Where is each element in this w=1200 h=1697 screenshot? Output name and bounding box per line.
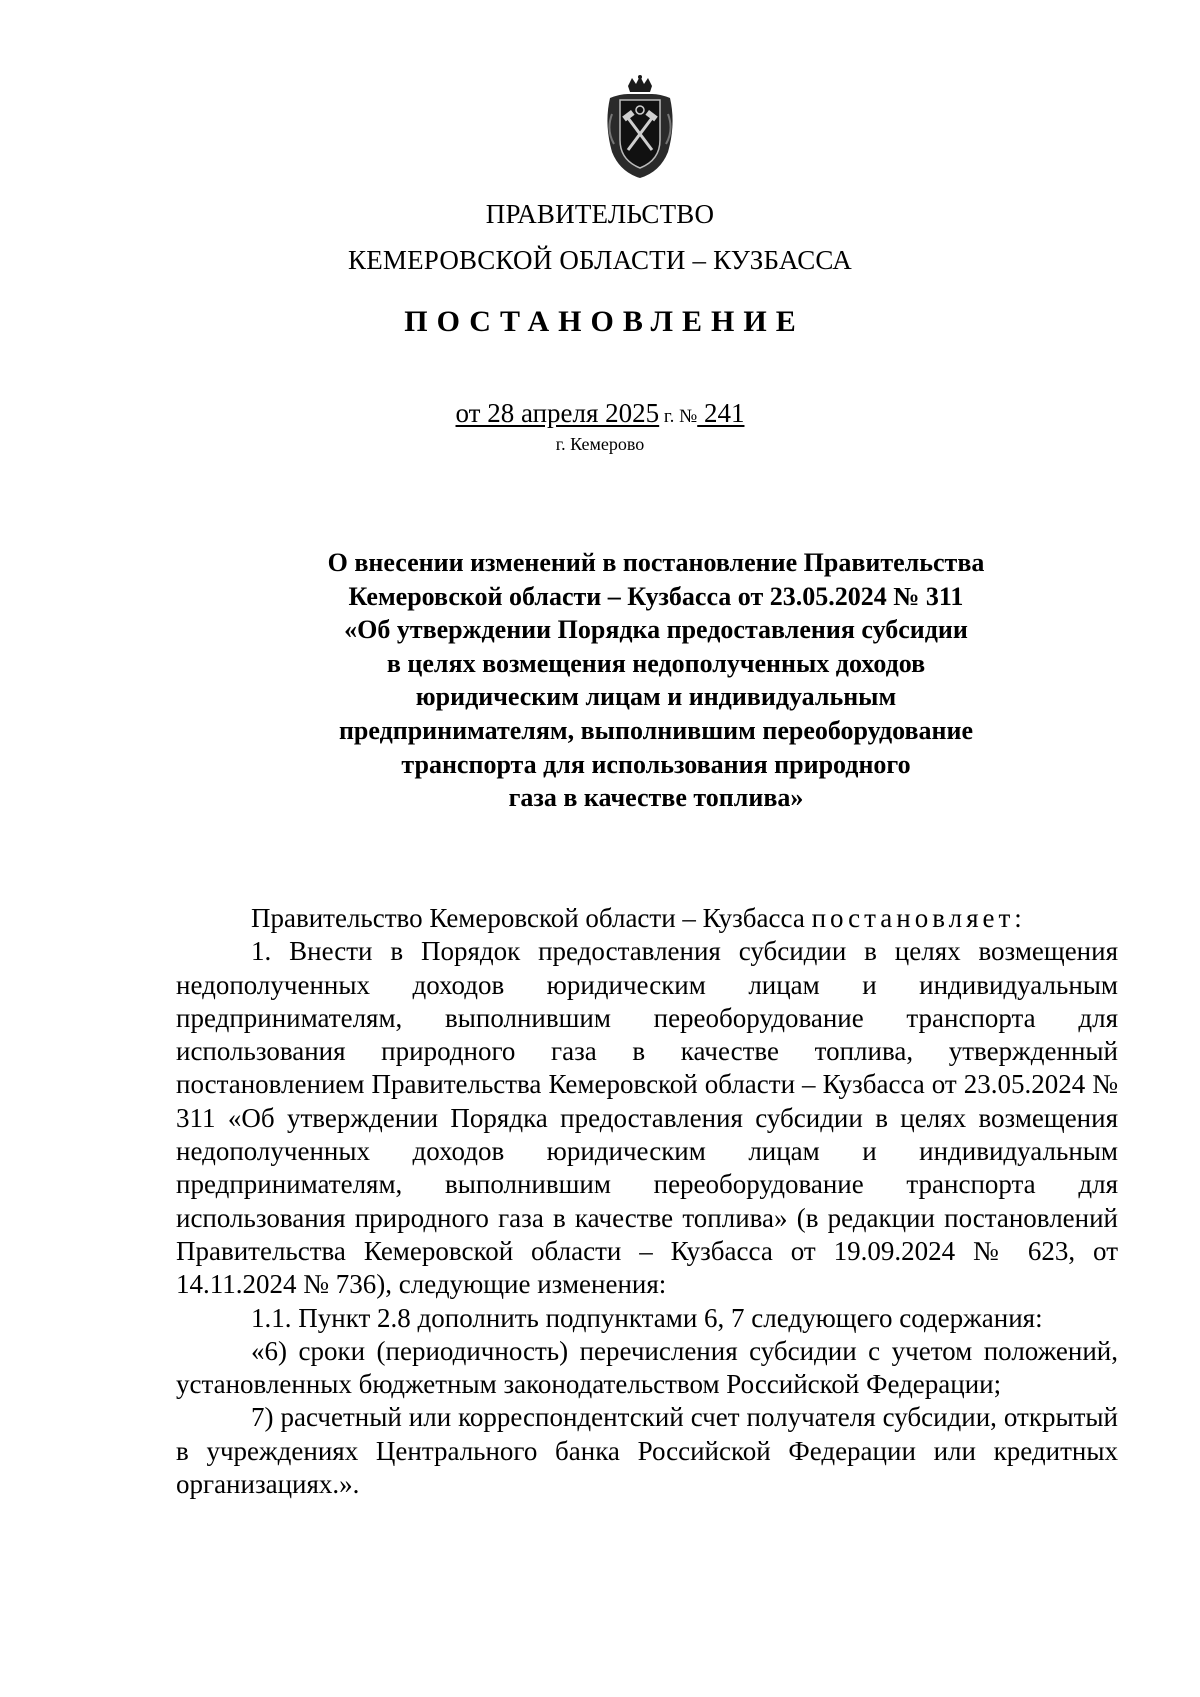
date-number-line	[0, 398, 1200, 429]
government-name-line-1: ПРАВИТЕЛЬСТВО	[485, 199, 715, 229]
resolution-date: от 28 апреля 2025	[455, 398, 660, 428]
kuzbass-coat-of-arms-icon	[602, 74, 678, 180]
title-line: Кемеровской области – Кузбасса от 23.05.2024 № 311	[348, 581, 964, 611]
intro-text: Правительство Кемеровской области – Кузбасса	[251, 903, 812, 933]
subparagraph-6: «6) сроки (периодичность) перечисления субсидии с учетом положений, установленных бюджетным законодательством Российской Федерации;	[176, 1335, 1118, 1400]
subparagraph-7: 7) расчетный или корреспондентский счет получателя субсидии, открытый в учреждениях Центрального банка Российской Федерации или кредитных организациях.».	[176, 1402, 1118, 1500]
resolution-body	[176, 902, 1118, 1501]
title-line: «Об утверждении Порядка предоставления субсидии	[344, 615, 968, 645]
title-line: газа в качестве топлива»	[508, 783, 804, 813]
document-type-heading: ПОСТАНОВЛЕНИЕ	[404, 305, 805, 338]
title-line: в целях возмещения недополученных доходов	[386, 648, 926, 678]
intro-resolves: постановляет:	[811, 903, 1026, 933]
number-sign: №	[674, 406, 698, 427]
year-suffix: г.	[659, 406, 675, 427]
resolution-number: 241	[697, 398, 745, 428]
title-line: юридическим лицам и индивидуальным	[415, 682, 897, 712]
title-line: О внесении изменений в постановление Правительства	[327, 548, 985, 577]
intro-paragraph	[176, 902, 1118, 935]
title-line: транспорта для использования природного	[401, 749, 911, 779]
title-line: предпринимателям, выполнившим переоборудование	[338, 715, 974, 745]
government-name-line-2: КЕМЕРОВСКОЙ ОБЛАСТИ – КУЗБАССА	[348, 245, 852, 275]
city-name: г. Кемерово	[555, 434, 645, 454]
resolution-title	[220, 546, 1092, 815]
paragraph-1-1: 1.1. Пункт 2.8 дополнить подпунктами 6, 7 следующего содержания:	[251, 1302, 1043, 1333]
paragraph-1: 1. Внести в Порядок предоставления субсидии в целях возмещения недополученных доходов юридическим лицам и индивидуальным предпринимателям, выполнившим переоборудование транспорта для использования природного газа в качестве топлива, утвержденный постановлением Правительства Кемеровской области – Кузбасса от 23.05.2024 № 311 «Об утверждении Порядка предоставления субсидии в целях возмещения недополученных доходов юридическим лицам и индивидуальным предпринимателям, выполнившим переоборудование транспорта для использования природного газа в качестве топлива» (в редакции постановлений Правительства Кемеровской области – Кузбасса от 19.09.2024 № 623, от 14.11.2024 № 736), следующие изменения:	[176, 936, 1118, 1300]
